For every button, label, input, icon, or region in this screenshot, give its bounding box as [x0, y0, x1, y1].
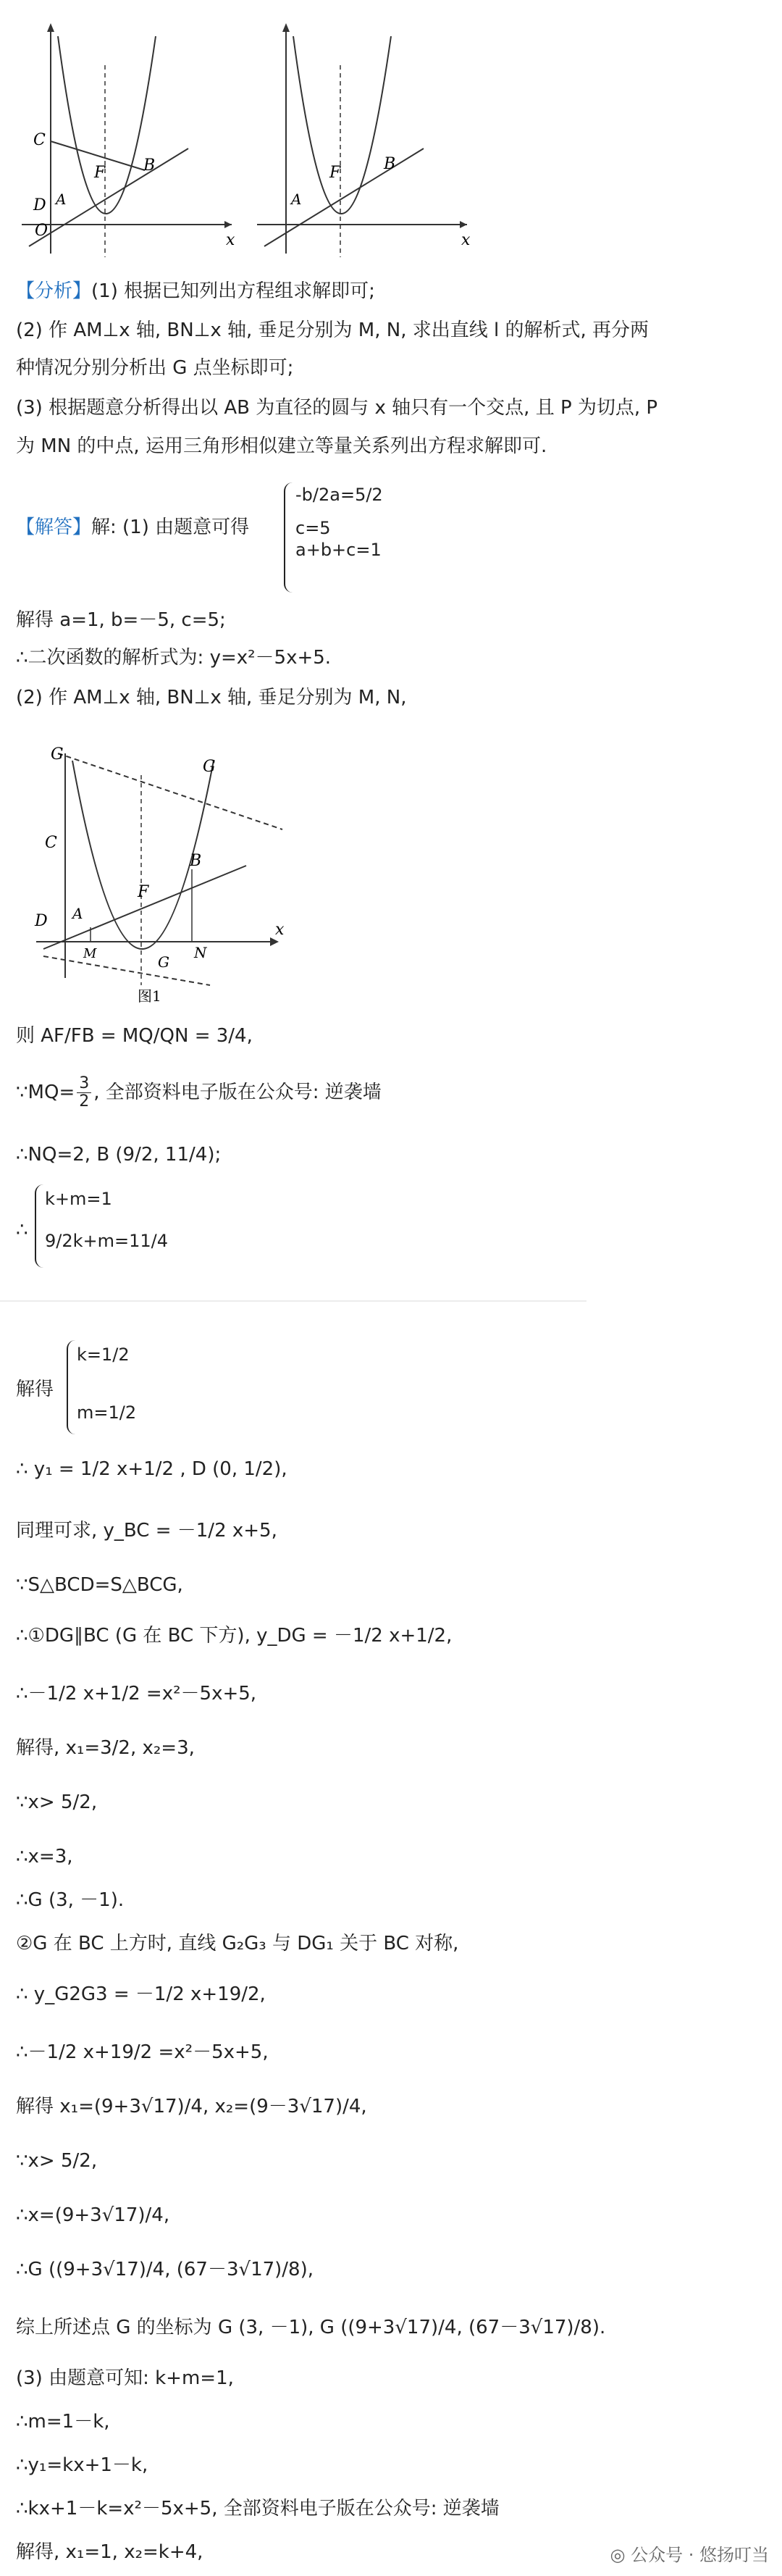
- label-x: x: [461, 231, 471, 249]
- part2-line-13: 解得 x₁=(9+3√17)/4, x₂=(9－3√17)/4,: [16, 2096, 367, 2117]
- label-x: x: [275, 921, 285, 939]
- label-d: D: [35, 912, 48, 930]
- analysis-line-4: (3) 根据题意分析得出以 AB 为直径的圆与 x 轴只有一个交点, 且 P 为切点, P: [16, 397, 658, 419]
- solution-line-5: 则 AF/FB = MQ/QN = 3/4,: [16, 1025, 253, 1047]
- system-brace-3: [67, 1340, 75, 1434]
- solution-line-7: ∴NQ=2, B (9/2, 11/4);: [16, 1144, 222, 1166]
- system-brace-1: [284, 482, 293, 593]
- wechat-icon: ◎: [610, 2545, 631, 2565]
- part2-line-1: ∴ y₁ = 1/2 x+1/2 , D (0, 1/2),: [16, 1458, 287, 1480]
- part2-line-5: ∴－1/2 x+1/2 =x²－5x+5,: [16, 1683, 257, 1705]
- label-d: D: [33, 196, 46, 214]
- figure-caption: 图1: [138, 987, 161, 1005]
- analysis-line-5: 为 MN 的中点, 运用三角形相似建立等量关系列出方程求解即可.: [16, 435, 547, 457]
- solution-line-3: ∴二次函数的解析式为: y=x²－5x+5.: [16, 647, 332, 669]
- label-g2: G: [51, 745, 64, 764]
- label-f: F: [94, 164, 106, 182]
- label-a: A: [291, 191, 302, 208]
- graph-figure-left: [14, 14, 253, 261]
- system-2: k+m=1 9/2k+m=11/4: [45, 1189, 169, 1251]
- label-m: M: [83, 946, 97, 961]
- label-x: x: [226, 231, 235, 249]
- system-3: k=1/2 m=1/2: [77, 1345, 137, 1423]
- part2-line-15: ∴x=(9+3√17)/4,: [16, 2204, 170, 2226]
- part2-line-9: ∴G (3, －1).: [16, 1889, 125, 1911]
- part2-line-19: ∴m=1－k,: [16, 2411, 110, 2433]
- part2-line-18: (3) 由题意可知: k+m=1,: [16, 2367, 234, 2389]
- part2-line-11: ∴ y_G2G3 = －1/2 x+19/2,: [16, 1983, 266, 2005]
- part2-line-14: ∵x> 5/2,: [16, 2150, 98, 2172]
- solve-label: 解得: [16, 1379, 54, 1400]
- part2-line-21: ∴kx+1－k=x²－5x+5, 全部资料电子版在公众号: 逆袭墙: [16, 2498, 500, 2519]
- label-b: B: [143, 156, 156, 175]
- part2-line-8: ∴x=3,: [16, 1846, 73, 1868]
- label-b: B: [384, 155, 396, 173]
- part2-line-10: ②G 在 BC 上方时, 直线 G₂G₃ 与 DG₁ 关于 BC 对称,: [16, 1933, 459, 1954]
- part2-line-12: ∴－1/2 x+19/2 =x²－5x+5,: [16, 2041, 269, 2063]
- analysis-line-3: 种情况分别分析出 G 点坐标即可;: [16, 357, 294, 379]
- part2-line-3: ∵S△BCD=S△BCG,: [16, 1574, 183, 1596]
- graph-figure-right: [250, 14, 489, 261]
- solution-line-6: ∵MQ= $\frac{3}{2}$ , 全部资料电子版在公众号: 逆袭墙: [16, 1074, 382, 1111]
- solution-line-1: 【解答】解: (1) 由题意可得: [16, 517, 250, 538]
- analysis-tag: 【分析】: [16, 280, 92, 302]
- system-brace-2: [35, 1184, 43, 1268]
- label-n: N: [194, 944, 207, 961]
- label-g3: G: [203, 758, 216, 776]
- part2-line-17: 综上所述点 G 的坐标为 G (3, －1), G ((9+3√17)/4, (67－3√17)/8).: [16, 2317, 606, 2338]
- part2-line-22: 解得, x₁=1, x₂=k+4,: [16, 2541, 203, 2563]
- part2-line-16: ∴G ((9+3√17)/4, (67－3√17)/8),: [16, 2259, 314, 2280]
- analysis-line-1: 【分析】(1) 根据已知列出方程组求解即可;: [16, 280, 375, 302]
- system-1: -b/2a=5/2 c=5 a+b+c=1: [295, 485, 383, 560]
- label-a: A: [56, 191, 67, 208]
- part2-line-20: ∴y₁=kx+1－k,: [16, 2454, 148, 2476]
- label-b: B: [190, 852, 202, 870]
- solution-tag: 【解答】: [16, 517, 92, 538]
- part2-line-6: 解得, x₁=3/2, x₂=3,: [16, 1737, 195, 1759]
- label-f: F: [138, 883, 149, 901]
- label-a: A: [72, 905, 83, 922]
- analysis-line-2: (2) 作 AM⊥x 轴, BN⊥x 轴, 垂足分别为 M, N, 求出直线 l 的解析式, 再分两: [16, 319, 649, 341]
- label-c: C: [45, 834, 57, 852]
- part2-line-7: ∵x> 5/2,: [16, 1791, 98, 1813]
- solution-therefore: ∴: [16, 1219, 28, 1241]
- solution-line-2: 解得 a=1, b=－5, c=5;: [16, 609, 226, 631]
- label-g1: G: [158, 953, 169, 971]
- label-f: F: [329, 164, 341, 182]
- footer-watermark: ◎ 公众号 · 悠扬叮当: [610, 2545, 769, 2565]
- label-o: O: [35, 222, 49, 240]
- part2-line-2: 同理可求, y_BC = －1/2 x+5,: [16, 1520, 277, 1542]
- figure-1: [29, 732, 304, 1007]
- part2-line-4: ∴①DG∥BC (G 在 BC 下方), y_DG = －1/2 x+1/2,: [16, 1625, 453, 1647]
- solution-line-4: (2) 作 AM⊥x 轴, BN⊥x 轴, 垂足分别为 M, N,: [16, 687, 407, 708]
- section-separator: [0, 1300, 586, 1302]
- label-c: C: [33, 131, 46, 149]
